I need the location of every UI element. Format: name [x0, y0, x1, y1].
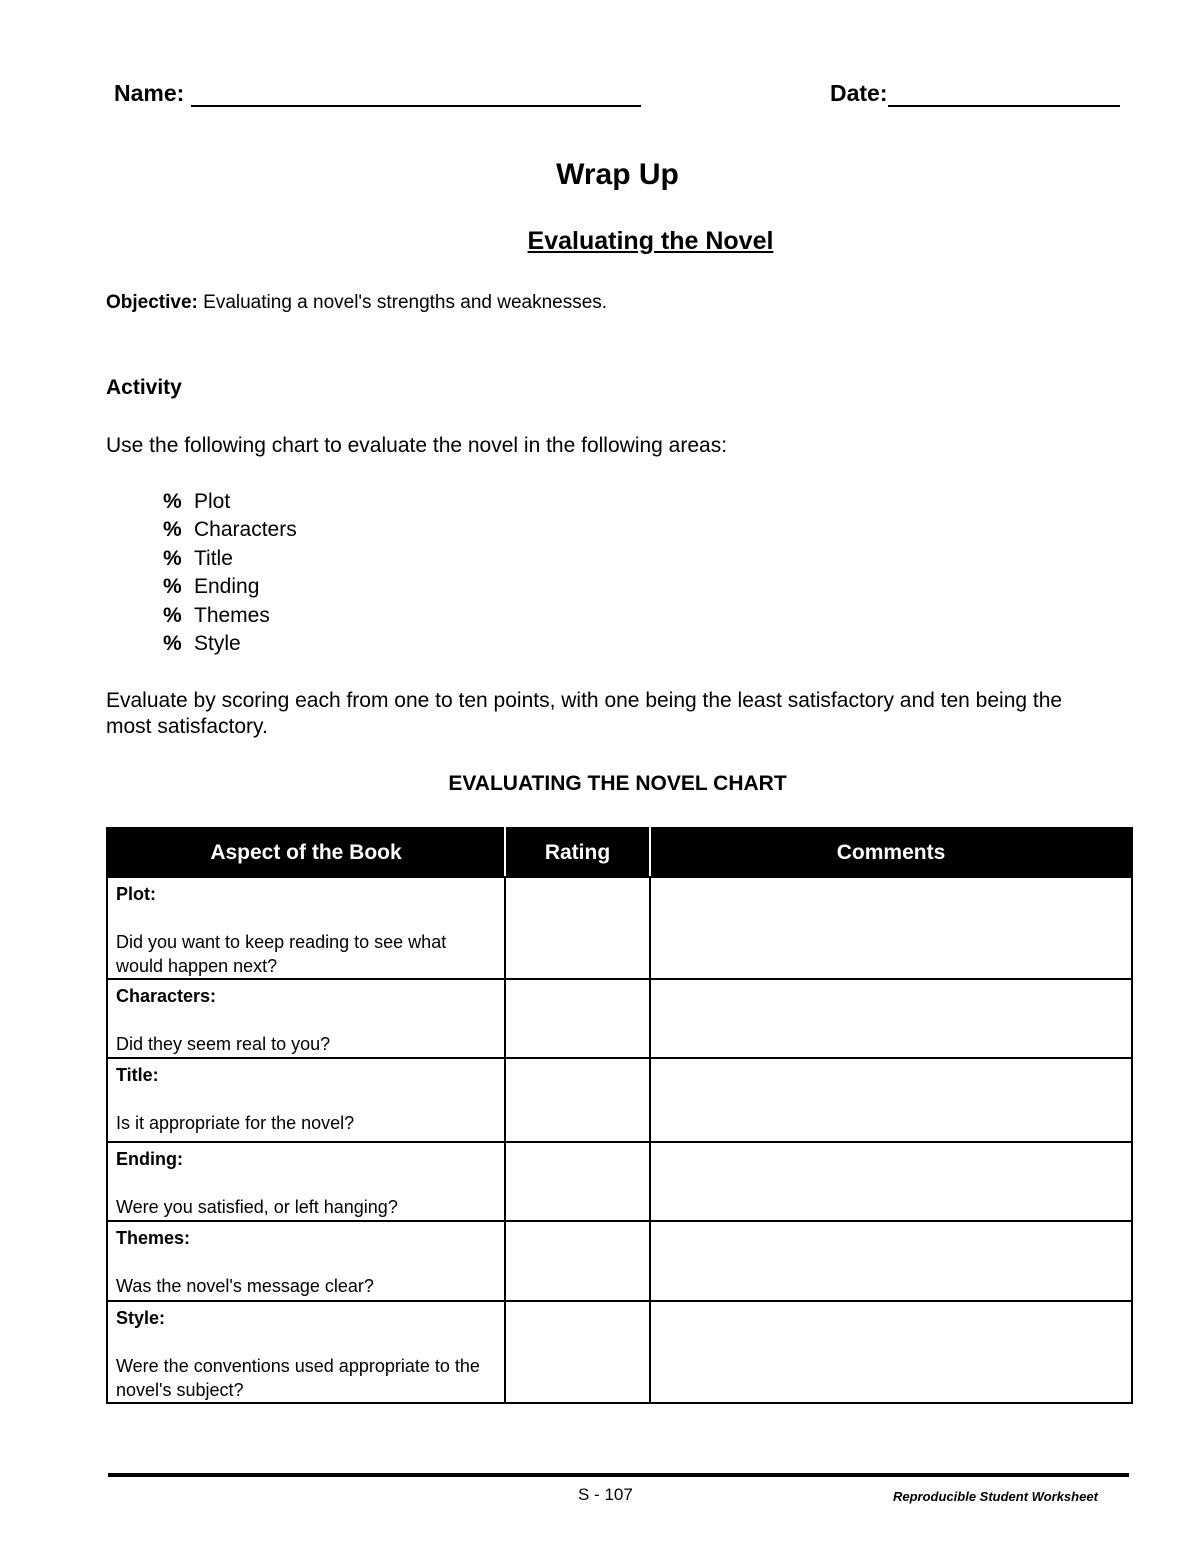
evaluation-table [106, 827, 1133, 1404]
comments-cell[interactable] [650, 1221, 1132, 1301]
aspect-question: Did you want to keep reading to see what would happen next? [116, 932, 447, 976]
rating-cell[interactable] [505, 1221, 650, 1301]
comments-cell[interactable] [650, 1142, 1132, 1221]
list-item: % Themes [163, 602, 297, 630]
bullet-icon: % [163, 575, 182, 599]
instructions-text: Evaluate by scoring each from one to ten points, with one being the least satisfactory and ten being the most satisfactory. [106, 689, 1063, 738]
aspect-label: Ending: [116, 1149, 183, 1169]
list-item: % Style [163, 630, 297, 658]
bullet-icon: % [163, 546, 182, 570]
table-row [107, 1142, 1132, 1221]
rating-cell[interactable] [505, 1142, 650, 1221]
comments-cell[interactable] [650, 1301, 1132, 1403]
comments-cell[interactable] [650, 877, 1132, 979]
aspect-label: Themes: [116, 1228, 191, 1248]
column-header-aspect: Aspect of the Book [107, 828, 505, 877]
table-row [107, 1221, 1132, 1301]
aspect-cell [107, 877, 505, 979]
aspect-question: Were you satisfied, or left hanging? [116, 1197, 398, 1217]
column-header-comments: Comments [650, 828, 1132, 877]
name-label: Name: [114, 80, 185, 106]
list-item: % Ending [163, 573, 297, 601]
aspect-label: Style: [116, 1308, 166, 1328]
list-item: % Characters [163, 516, 297, 544]
footer-note: Reproducible Student Worksheet [893, 1489, 1098, 1504]
table-row [107, 1058, 1132, 1142]
comments-cell[interactable] [650, 979, 1132, 1058]
aspect-cell [107, 979, 505, 1058]
objective-label: Objective: [106, 292, 198, 313]
rating-cell[interactable] [505, 1301, 650, 1403]
aspect-question: Were the conventions used appropriate to the novel's subject? [116, 1356, 480, 1400]
areas-list [163, 488, 297, 658]
aspect-question: Did they seem real to you? [116, 1034, 331, 1054]
table-row [107, 877, 1132, 979]
aspect-cell [107, 1221, 505, 1301]
intro-text: Use the following chart to evaluate the novel in the following areas: [106, 434, 728, 457]
date-label: Date: [830, 80, 888, 106]
aspect-question: Was the novel's message clear? [116, 1276, 374, 1296]
aspect-label: Title: [116, 1065, 159, 1085]
rating-cell[interactable] [505, 877, 650, 979]
name-field [114, 80, 641, 107]
page-subtitle: Evaluating the Novel [527, 227, 774, 255]
footer-rule [108, 1473, 1129, 1477]
list-item: % Title [163, 545, 297, 573]
rating-cell[interactable] [505, 1058, 650, 1142]
aspect-cell [107, 1142, 505, 1221]
page-number: S - 107 [578, 1485, 633, 1504]
date-input-line[interactable] [888, 85, 1120, 107]
aspect-question: Is it appropriate for the novel? [116, 1113, 355, 1133]
list-item: % Plot [163, 488, 297, 516]
objective-text: Evaluating a novel's strengths and weaknesses. [203, 292, 608, 313]
table-header-row [107, 828, 1132, 877]
bullet-icon: % [163, 518, 182, 542]
aspect-cell [107, 1058, 505, 1142]
comments-cell[interactable] [650, 1058, 1132, 1142]
page-title: Wrap Up [556, 158, 679, 191]
name-input-line[interactable] [191, 85, 641, 107]
column-header-rating: Rating [505, 828, 650, 877]
objective [106, 292, 607, 314]
rating-cell[interactable] [505, 979, 650, 1058]
aspect-label: Characters: [116, 986, 217, 1006]
aspect-cell [107, 1301, 505, 1403]
chart-title: EVALUATING THE NOVEL CHART [448, 772, 787, 795]
aspect-label: Plot: [116, 884, 156, 904]
date-field [830, 80, 1120, 107]
bullet-icon: % [163, 603, 182, 627]
bullet-icon: % [163, 490, 182, 513]
table-row [107, 979, 1132, 1058]
table-row [107, 1301, 1132, 1403]
bullet-icon: % [163, 631, 182, 655]
activity-heading: Activity [106, 376, 182, 399]
